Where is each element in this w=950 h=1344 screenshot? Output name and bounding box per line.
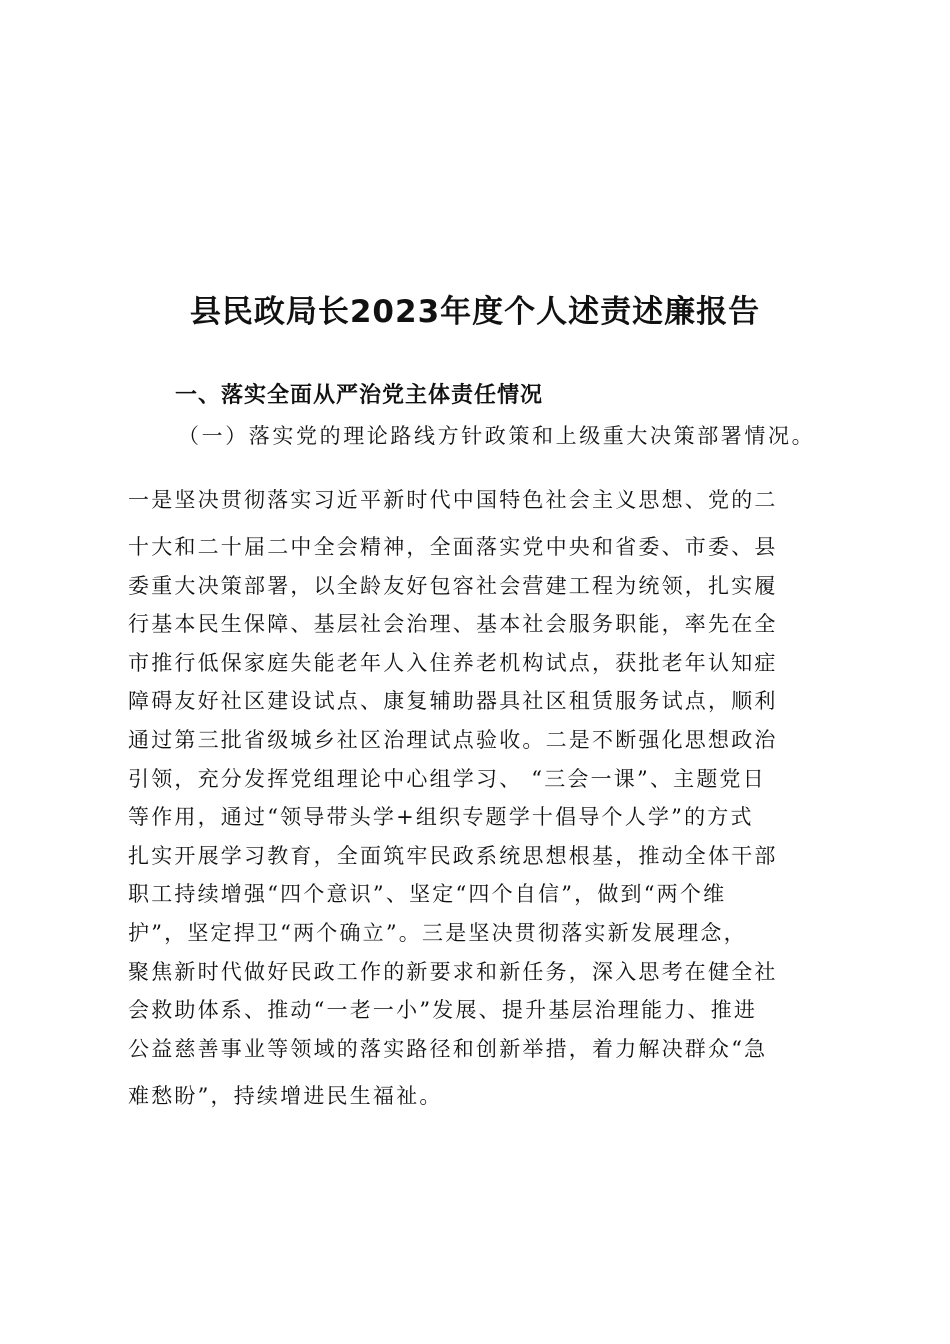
paragraph-line: 行基本民生保障、基层社会治理、基本社会服务职能，率先在全 (128, 612, 778, 637)
paragraph-line: 扎实开展学习教育，全面筑牢民政系统思想根基，推动全体干部 (128, 843, 778, 868)
paragraph-line: 聚焦新时代做好民政工作的新要求和新任务，深入思考在健全社 (128, 959, 778, 984)
section-heading: 一、落实全面从严治党主体责任情况 (175, 383, 544, 408)
paragraph-line: 等作用，通过“领导带头学+组织专题学十倡导个人学”的方式 (128, 805, 754, 830)
body-paragraph (128, 481, 820, 1116)
paragraph-line: 会救助体系、推动“一老一小”发展、提升基层治理能力、推进 (128, 998, 758, 1023)
paragraph-line: 引领，充分发挥党组理论中心组学习、 “三会一课”、主题党日 (128, 766, 766, 791)
paragraph-line: 委重大决策部署，以全龄友好包容社会营建工程为统领，扎实履 (128, 573, 778, 598)
sub-heading: （一）落实党的理论路线方针政策和上级重大决策部署情况。 (178, 424, 816, 448)
paragraph-line: 通过第三批省级城乡社区治理试点验收。二是不断强化思想政治 (128, 727, 778, 752)
paragraph-line: 十大和二十届二中全会精神，全面落实党中央和省委、市委、县 (128, 535, 778, 559)
paragraph-line: 护”，坚定捍卫“两个确立”。三是坚决贯彻落实新发展理念， (128, 920, 747, 945)
paragraph-line: 一是坚决贯彻落实习近平新时代中国特色社会主义思想、党的二 (128, 488, 778, 512)
paragraph-line: 公益慈善事业等领域的落实路径和创新举措，着力解决群众“急 (128, 1036, 768, 1061)
paragraph-line: 职工持续增强“四个意识”、坚定“四个自信”，做到“两个维 (128, 882, 727, 907)
paragraph-line: 难愁盼”，持续增进民生福祉。 (128, 1084, 443, 1109)
paragraph-line: 障碍友好社区建设试点、康复辅助器具社区租赁服务试点，顺利 (128, 689, 778, 714)
document-title: 县民政局长2023年度个人述责述廉报告 (189, 294, 761, 330)
paragraph-line: 市推行低保家庭失能老年人入住养老机构试点，获批老年认知症 (128, 650, 778, 675)
